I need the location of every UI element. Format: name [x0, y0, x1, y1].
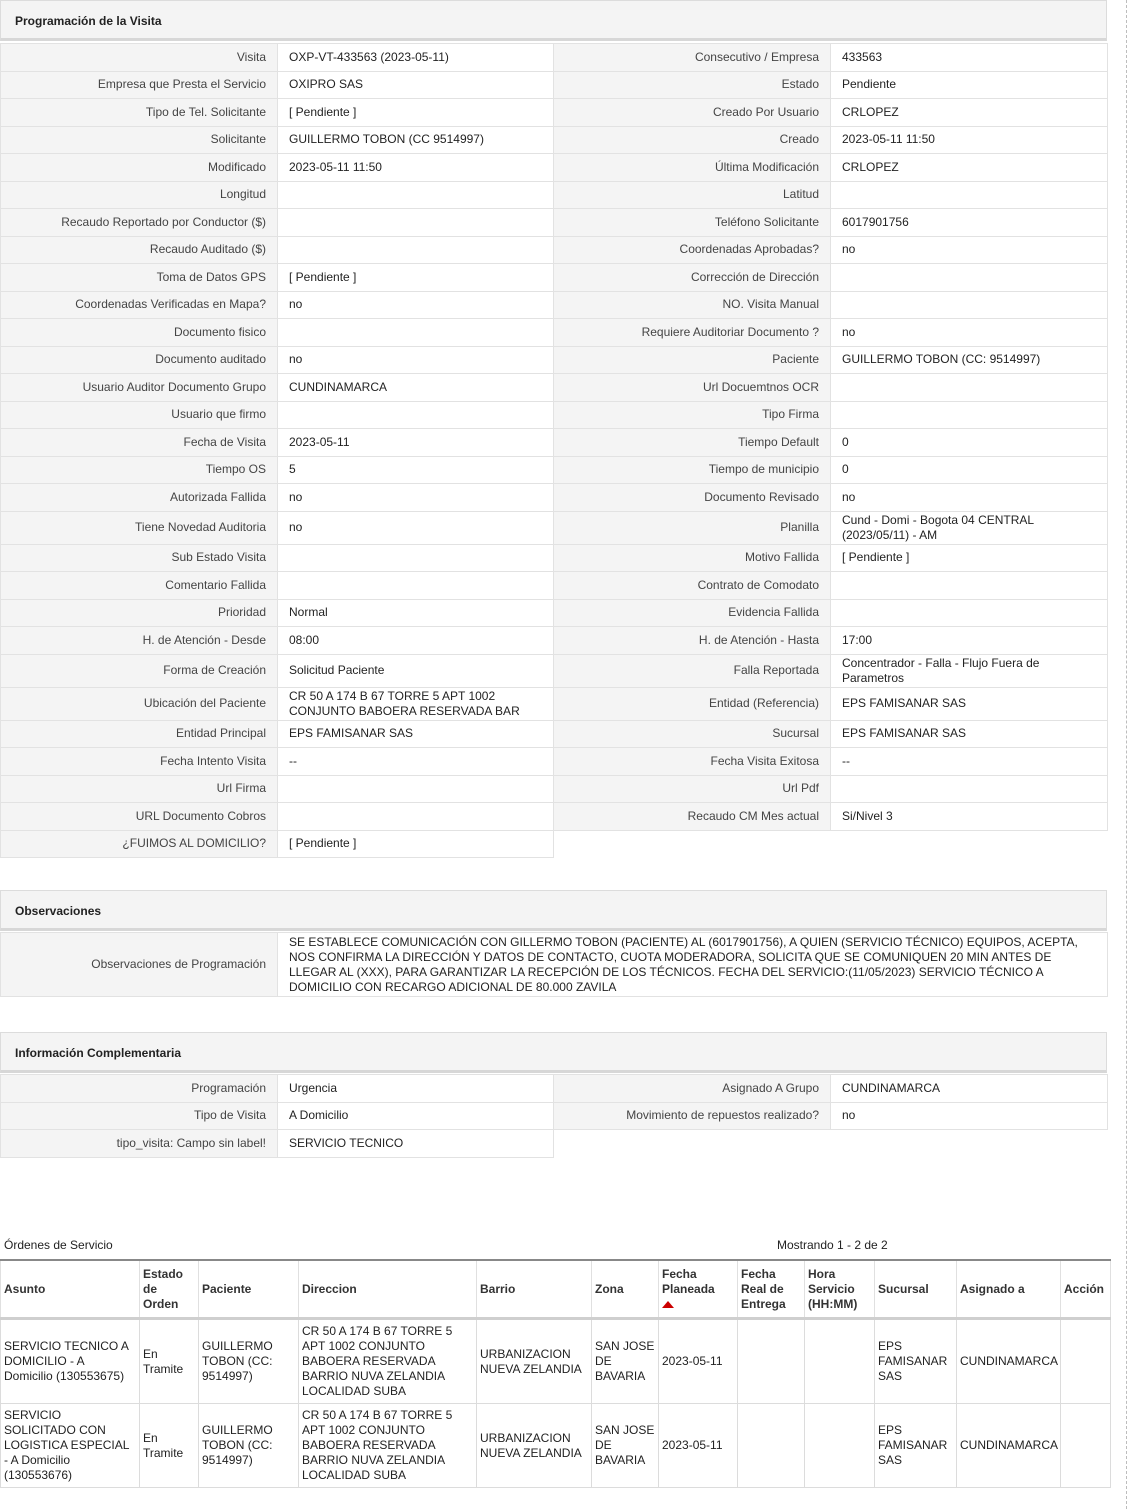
column-header-fecha-real-de-entrega[interactable]	[738, 1260, 805, 1319]
field-label-solicitante: Solicitante	[1, 126, 278, 154]
field-value-tipo-de-visita: A Domicilio	[278, 1102, 554, 1130]
field-label-estado: Estado	[554, 71, 831, 99]
field-row	[1, 319, 1108, 347]
field-label-url-documento-cobros: URL Documento Cobros	[1, 803, 278, 831]
field-label-tiempo-os: Tiempo OS	[1, 456, 278, 484]
cell-barrio: URBANIZACION NUEVA ZELANDIA	[477, 1319, 592, 1404]
field-row	[1, 830, 1108, 858]
field-label-programacion: Programación	[1, 1075, 278, 1103]
field-row	[1, 599, 1108, 627]
field-value-planilla: Cund - Domi - Bogota 04 CENTRAL (2023/05/11) - AM	[831, 511, 1108, 544]
field-value-tiene-novedad-auditoria: no	[278, 511, 554, 544]
observaciones-label: Observaciones de Programación	[1, 933, 278, 997]
field-value-entidad-principal: EPS FAMISANAR SAS	[278, 720, 554, 748]
field-row	[1, 401, 1108, 429]
cell-fecha-real-de-entrega	[738, 1404, 805, 1488]
column-header-label: Fecha Planeada	[662, 1266, 715, 1296]
cell-zona: SAN JOSE DE BAVARIA	[592, 1404, 659, 1488]
column-header-sucursal[interactable]	[875, 1260, 957, 1319]
field-row	[1, 236, 1108, 264]
field-value-longitud	[278, 181, 554, 209]
column-header-barrio[interactable]	[477, 1260, 592, 1319]
field-value-movimiento-de-repuestos-realizado: no	[831, 1102, 1108, 1130]
field-value-fecha-intento-visita: --	[278, 748, 554, 776]
field-value-programacion: Urgencia	[278, 1075, 554, 1103]
field-label-no-visita-manual: NO. Visita Manual	[554, 291, 831, 319]
field-row	[1, 654, 1108, 687]
field-label-visita: Visita	[1, 44, 278, 72]
ordenes-title: Órdenes de Servicio	[4, 1238, 113, 1252]
column-header-label: Fecha Real de Entrega	[741, 1266, 786, 1311]
field-label-evidencia-fallida: Evidencia Fallida	[554, 599, 831, 627]
field-value-url-firma	[278, 775, 554, 803]
field-label-tiempo-default: Tiempo Default	[554, 429, 831, 457]
field-label-consecutivo-empresa: Consecutivo / Empresa	[554, 44, 831, 72]
field-value-fuimos-al-domicilio: [ Pendiente ]	[278, 830, 554, 858]
field-value-requiere-auditoriar-documento: no	[831, 319, 1108, 347]
field-row	[1, 44, 1108, 72]
column-header-asunto[interactable]	[1, 1260, 140, 1319]
field-value-tipo-firma	[831, 401, 1108, 429]
field-row	[1, 720, 1108, 748]
field-label-paciente: Paciente	[554, 346, 831, 374]
field-label-falla-reportada: Falla Reportada	[554, 654, 831, 687]
cell-asunto: SERVICIO TECNICO A DOMICILIO - A Domicilio (130553675)	[1, 1319, 140, 1404]
field-value-tipo-visita-campo-sin-label: SERVICIO TECNICO	[278, 1130, 554, 1158]
field-value-toma-de-datos-gps: [ Pendiente ]	[278, 264, 554, 292]
field-label-longitud: Longitud	[1, 181, 278, 209]
field-label-coordenadas-aprobadas: Coordenadas Aprobadas?	[554, 236, 831, 264]
field-value-documento-auditado: no	[278, 346, 554, 374]
section-header-observaciones: Observaciones	[0, 890, 1107, 931]
field-value-recaudo-cm-mes-actual: Si/Nivel 3	[831, 803, 1108, 831]
field-value-ubicacion-del-paciente: CR 50 A 174 B 67 TORRE 5 APT 1002 CONJUNTO BABOERA RESERVADA BAR	[278, 687, 554, 720]
field-row	[1, 748, 1108, 776]
field-label-url-firma: Url Firma	[1, 775, 278, 803]
field-label-planilla: Planilla	[554, 511, 831, 544]
field-value-url-documento-cobros	[278, 803, 554, 831]
field-value-comentario-fallida	[278, 572, 554, 600]
field-row	[1, 456, 1108, 484]
field-row	[1, 1102, 1108, 1130]
section-header-complementaria: Información Complementaria	[0, 1032, 1107, 1073]
field-label-fecha-intento-visita: Fecha Intento Visita	[1, 748, 278, 776]
field-label-entidad-principal: Entidad Principal	[1, 720, 278, 748]
field-label-recaudo-reportado-por-conductor: Recaudo Reportado por Conductor ($)	[1, 209, 278, 237]
field-label-movimiento-de-repuestos-realizado: Movimiento de repuestos realizado?	[554, 1102, 831, 1130]
cell-paciente: GUILLERMO TOBON (CC: 9514997)	[199, 1319, 299, 1404]
field-value-sucursal: EPS FAMISANAR SAS	[831, 720, 1108, 748]
field-label-documento-revisado: Documento Revisado	[554, 484, 831, 512]
column-header-accion[interactable]	[1061, 1260, 1111, 1319]
field-value-tiempo-default: 0	[831, 429, 1108, 457]
field-label-fecha-visita-exitosa: Fecha Visita Exitosa	[554, 748, 831, 776]
cell-zona: SAN JOSE DE BAVARIA	[592, 1319, 659, 1404]
field-value-latitud	[831, 181, 1108, 209]
field-row	[1, 1075, 1108, 1103]
field-row	[1, 71, 1108, 99]
field-value-coordenadas-aprobadas: no	[831, 236, 1108, 264]
column-header-asignado-a[interactable]	[957, 1260, 1061, 1319]
cell-direccion: CR 50 A 174 B 67 TORRE 5 APT 1002 CONJUNTO BABOERA RESERVADA BARRIO NUVA ZELANDIA LOCALIDAD SUBA	[299, 1404, 477, 1488]
field-value-paciente: GUILLERMO TOBON (CC: 9514997)	[831, 346, 1108, 374]
cell-sucursal: EPS FAMISANAR SAS	[875, 1319, 957, 1404]
section-header-programacion: Programación de la Visita	[0, 0, 1107, 41]
field-label-sub-estado-visita: Sub Estado Visita	[1, 544, 278, 572]
field-label-h-de-atencion-hasta: H. de Atención - Hasta	[554, 627, 831, 655]
empty-cell	[554, 1130, 831, 1158]
column-header-label: Estado de Orden	[143, 1266, 184, 1311]
field-label-requiere-auditoriar-documento: Requiere Auditoriar Documento ?	[554, 319, 831, 347]
field-value-falla-reportada: Concentrador - Falla - Flujo Fuera de Parametros	[831, 654, 1108, 687]
field-label-telefono-solicitante: Teléfono Solicitante	[554, 209, 831, 237]
cell-paciente: GUILLERMO TOBON (CC: 9514997)	[199, 1404, 299, 1488]
field-value-url-pdf	[831, 775, 1108, 803]
field-label-forma-de-creacion: Forma de Creación	[1, 654, 278, 687]
field-label-ultima-modificacion: Última Modificación	[554, 154, 831, 182]
field-row	[1, 126, 1108, 154]
field-value-coordenadas-verificadas-en-mapa: no	[278, 291, 554, 319]
column-header-fecha-planeada[interactable]	[659, 1260, 738, 1319]
cell-estado-de-orden: En Tramite	[140, 1319, 199, 1404]
cell-asignado-a: CUNDINAMARCA	[957, 1319, 1061, 1404]
sort-asc-icon[interactable]	[662, 1301, 674, 1308]
ordenes-table	[0, 1259, 1111, 1488]
column-header-paciente[interactable]	[199, 1260, 299, 1319]
programacion-table	[0, 43, 1108, 858]
field-value-visita: OXP-VT-433563 (2023-05-11)	[278, 44, 554, 72]
cell-direccion: CR 50 A 174 B 67 TORRE 5 APT 1002 CONJUNTO BABOERA RESERVADA BARRIO NUVA ZELANDIA LOCALIDAD SUBA	[299, 1319, 477, 1404]
field-row	[1, 346, 1108, 374]
field-label-contrato-de-comodato: Contrato de Comodato	[554, 572, 831, 600]
field-value-sub-estado-visita	[278, 544, 554, 572]
field-value-no-visita-manual	[831, 291, 1108, 319]
field-label-recaudo-cm-mes-actual: Recaudo CM Mes actual	[554, 803, 831, 831]
column-header-label: Barrio	[480, 1281, 516, 1296]
field-value-entidad-referencia: EPS FAMISANAR SAS	[831, 687, 1108, 720]
field-label-motivo-fallida: Motivo Fallida	[554, 544, 831, 572]
field-value-tipo-de-tel-solicitante: [ Pendiente ]	[278, 99, 554, 127]
observaciones-table	[0, 932, 1108, 997]
cell-barrio: URBANIZACION NUEVA ZELANDIA	[477, 1404, 592, 1488]
field-label-tipo-firma: Tipo Firma	[554, 401, 831, 429]
field-value-prioridad: Normal	[278, 599, 554, 627]
field-label-modificado: Modificado	[1, 154, 278, 182]
field-value-creado: 2023-05-11 11:50	[831, 126, 1108, 154]
field-label-documento-auditado: Documento auditado	[1, 346, 278, 374]
field-value-correccion-de-direccion	[831, 264, 1108, 292]
empty-cell	[831, 1130, 1108, 1158]
field-row	[1, 484, 1108, 512]
field-value-motivo-fallida: [ Pendiente ]	[831, 544, 1108, 572]
cell-fecha-planeada: 2023-05-11	[659, 1319, 738, 1404]
cell-hora-servicio-hh-mm	[805, 1404, 875, 1488]
field-label-tipo-de-tel-solicitante: Tipo de Tel. Solicitante	[1, 99, 278, 127]
field-row	[1, 264, 1108, 292]
column-header-label: Acción	[1064, 1281, 1105, 1296]
field-value-usuario-que-firmo	[278, 401, 554, 429]
observaciones-value: SE ESTABLECE COMUNICACIÓN CON GILLERMO TOBON (PACIENTE) AL (6017901756), A QUIEN (SERVICIO TÉCNICO) EQUIPOS, ACEPTA, NOS CONFIRMA LA DIRECCIÓN Y DATOS DE CONTACTO, CUOTA MODERADORA, SOLICITA QUE SE COMUNIQUEN 20 MIN ANTES DE LLEGAR AL (XXX), PARA GARANTIZAR LA RECEPCIÓN DE LOS TÉCNICOS. FECHA DEL SERVICIO:(11/05/2023) SERVICIO TÉCNICO A DOMICILIO CON RECARGO ADICIONAL DE 80.000 ZAVILA	[278, 933, 1108, 997]
column-header-label: Hora Servicio (HH:MM)	[808, 1266, 858, 1311]
field-value-forma-de-creacion: Solicitud Paciente	[278, 654, 554, 687]
field-label-tipo-visita-campo-sin-label: tipo_visita: Campo sin label!	[1, 1130, 278, 1158]
field-value-url-docuemtnos-ocr	[831, 374, 1108, 402]
field-value-solicitante: GUILLERMO TOBON (CC 9514997)	[278, 126, 554, 154]
field-value-tiempo-de-municipio: 0	[831, 456, 1108, 484]
field-label-sucursal: Sucursal	[554, 720, 831, 748]
field-label-fuimos-al-domicilio: ¿FUIMOS AL DOMICILIO?	[1, 830, 278, 858]
field-value-estado: Pendiente	[831, 71, 1108, 99]
cell-fecha-real-de-entrega	[738, 1319, 805, 1404]
field-label-usuario-que-firmo: Usuario que firmo	[1, 401, 278, 429]
field-row	[1, 1130, 1108, 1158]
field-row	[1, 99, 1108, 127]
field-value-recaudo-auditado	[278, 236, 554, 264]
table-row[interactable]	[1, 1319, 1111, 1404]
field-label-asignado-a-grupo: Asignado A Grupo	[554, 1075, 831, 1103]
field-value-fecha-de-visita: 2023-05-11	[278, 429, 554, 457]
field-row	[1, 209, 1108, 237]
cell-asignado-a: CUNDINAMARCA	[957, 1404, 1061, 1488]
field-label-ubicacion-del-paciente: Ubicación del Paciente	[1, 687, 278, 720]
field-value-creado-por-usuario: CRLOPEZ	[831, 99, 1108, 127]
field-row	[1, 291, 1108, 319]
table-row[interactable]	[1, 1404, 1111, 1488]
column-header-label: Asignado a	[960, 1281, 1025, 1296]
field-value-evidencia-fallida	[831, 599, 1108, 627]
field-value-h-de-atencion-desde: 08:00	[278, 627, 554, 655]
field-value-fecha-visita-exitosa: --	[831, 748, 1108, 776]
field-row	[1, 544, 1108, 572]
field-label-tiene-novedad-auditoria: Tiene Novedad Auditoria	[1, 511, 278, 544]
cell-hora-servicio-hh-mm	[805, 1319, 875, 1404]
field-label-url-docuemtnos-ocr: Url Docuemtnos OCR	[554, 374, 831, 402]
field-label-tiempo-de-municipio: Tiempo de municipio	[554, 456, 831, 484]
field-value-recaudo-reportado-por-conductor	[278, 209, 554, 237]
field-label-comentario-fallida: Comentario Fallida	[1, 572, 278, 600]
field-value-tiempo-os: 5	[278, 456, 554, 484]
field-value-ultima-modificacion: CRLOPEZ	[831, 154, 1108, 182]
column-header-zona[interactable]	[592, 1260, 659, 1319]
column-header-label: Asunto	[4, 1281, 46, 1296]
cell-fecha-planeada: 2023-05-11	[659, 1404, 738, 1488]
column-header-hora-servicio-hh-mm[interactable]	[805, 1260, 875, 1319]
field-value-documento-revisado: no	[831, 484, 1108, 512]
field-row	[1, 374, 1108, 402]
pagination-summary: Mostrando 1 - 2 de 2	[777, 1238, 888, 1252]
field-row	[1, 181, 1108, 209]
column-header-direccion[interactable]	[299, 1260, 477, 1319]
empty-cell	[554, 830, 831, 858]
field-label-coordenadas-verificadas-en-mapa: Coordenadas Verificadas en Mapa?	[1, 291, 278, 319]
field-value-contrato-de-comodato	[831, 572, 1108, 600]
field-row	[1, 511, 1108, 544]
field-label-entidad-referencia: Entidad (Referencia)	[554, 687, 831, 720]
field-label-prioridad: Prioridad	[1, 599, 278, 627]
field-value-modificado: 2023-05-11 11:50	[278, 154, 554, 182]
field-label-creado: Creado	[554, 126, 831, 154]
field-row	[1, 687, 1108, 720]
complementaria-table	[0, 1074, 1108, 1158]
column-header-label: Zona	[595, 1281, 624, 1296]
field-label-tipo-de-visita: Tipo de Visita	[1, 1102, 278, 1130]
column-header-label: Paciente	[202, 1281, 252, 1296]
cell-accion	[1061, 1404, 1111, 1488]
field-label-autorizada-fallida: Autorizada Fallida	[1, 484, 278, 512]
field-row	[1, 572, 1108, 600]
field-value-asignado-a-grupo: CUNDINAMARCA	[831, 1075, 1108, 1103]
field-value-documento-fisico	[278, 319, 554, 347]
field-label-documento-fisico: Documento fisico	[1, 319, 278, 347]
field-label-latitud: Latitud	[554, 181, 831, 209]
field-row	[1, 627, 1108, 655]
empty-cell	[831, 830, 1108, 858]
field-value-empresa-que-presta-el-servicio: OXIPRO SAS	[278, 71, 554, 99]
page-right-divider	[1126, 0, 1127, 1509]
cell-sucursal: EPS FAMISANAR SAS	[875, 1404, 957, 1488]
field-row	[1, 775, 1108, 803]
field-value-consecutivo-empresa: 433563	[831, 44, 1108, 72]
cell-asunto: SERVICIO SOLICITADO CON LOGISTICA ESPECIAL - A Domicilio (130553676)	[1, 1404, 140, 1488]
field-label-usuario-auditor-documento-grupo: Usuario Auditor Documento Grupo	[1, 374, 278, 402]
field-label-url-pdf: Url Pdf	[554, 775, 831, 803]
column-header-label: Direccion	[302, 1281, 357, 1296]
field-label-toma-de-datos-gps: Toma de Datos GPS	[1, 264, 278, 292]
field-value-telefono-solicitante: 6017901756	[831, 209, 1108, 237]
field-label-h-de-atencion-desde: H. de Atención - Desde	[1, 627, 278, 655]
field-row	[1, 154, 1108, 182]
column-header-label: Sucursal	[878, 1281, 929, 1296]
column-header-estado-de-orden[interactable]	[140, 1260, 199, 1319]
field-row	[1, 429, 1108, 457]
field-row	[1, 803, 1108, 831]
cell-accion	[1061, 1319, 1111, 1404]
field-label-fecha-de-visita: Fecha de Visita	[1, 429, 278, 457]
field-value-usuario-auditor-documento-grupo: CUNDINAMARCA	[278, 374, 554, 402]
field-label-recaudo-auditado: Recaudo Auditado ($)	[1, 236, 278, 264]
cell-estado-de-orden: En Tramite	[140, 1404, 199, 1488]
field-value-autorizada-fallida: no	[278, 484, 554, 512]
field-value-h-de-atencion-hasta: 17:00	[831, 627, 1108, 655]
field-label-correccion-de-direccion: Corrección de Dirección	[554, 264, 831, 292]
field-label-creado-por-usuario: Creado Por Usuario	[554, 99, 831, 127]
field-label-empresa-que-presta-el-servicio: Empresa que Presta el Servicio	[1, 71, 278, 99]
